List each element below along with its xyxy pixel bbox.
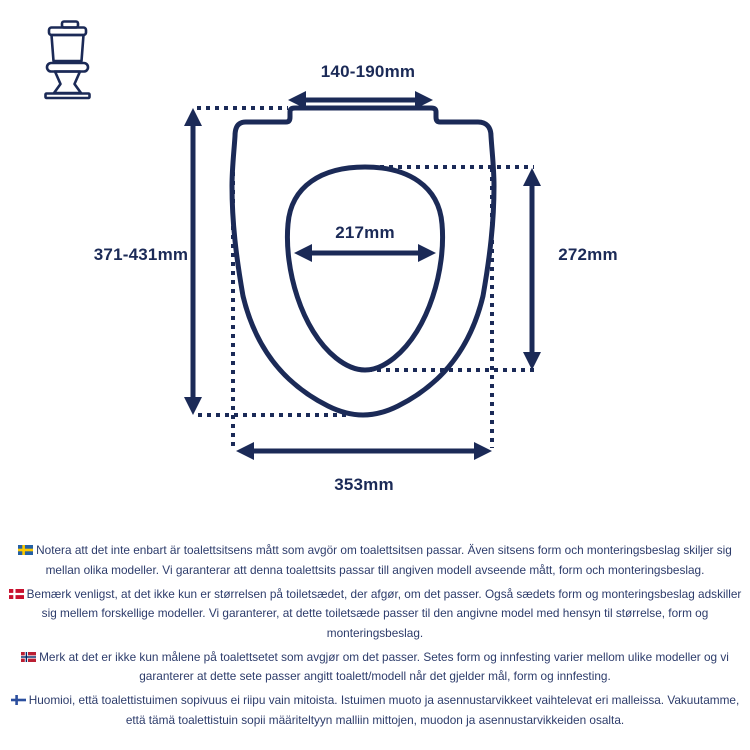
note-text-swedish: Notera att det inte enbart är toalettsitsens mått som avgör om toalettsitsen passar. Även sitsens form och monteringsbeslag skiljer sig mellan olika modeller. Vi garanterar att denna toalettsits passar till angiven modell avseende mått, form och monteringsbeslag. xyxy=(36,543,732,577)
toilet-icon xyxy=(46,22,90,99)
norway-flag-icon xyxy=(21,652,36,662)
toilet-base xyxy=(46,94,90,99)
dim-label-top-width: 140-190mm xyxy=(320,62,416,81)
note-swedish xyxy=(8,541,742,580)
note-text-norwegian: Merk at det er ikke kun målene på toalettsetet som avgjør om det passer. Setes form og innfesting varier mellom ulike modeller og vi garanterer at dette sete passer angitt toalett/modell når det gjelder mål, form og innfesting. xyxy=(39,649,729,683)
note-danish xyxy=(8,585,742,644)
sweden-flag-icon xyxy=(18,545,33,555)
dim-label-inner-length: 272mm xyxy=(558,245,618,264)
inner-width-arrow xyxy=(294,244,436,262)
toilet-tank xyxy=(52,35,84,61)
note-text-finnish: Huomioi, että toalettistuimen sopivuus ei riipu vain mitoista. Istuimen muoto ja asennustarvikkeet vaihtelevat eri malleissa. Vakuutamme, että tämä toalettistuin sopii määriteltyyn malliin mittojen, muodon ja asennustarvikkeiden osalta. xyxy=(28,693,740,727)
note-norwegian xyxy=(8,648,742,687)
denmark-flag-icon xyxy=(9,589,24,599)
dim-label-outer-width: 353mm xyxy=(334,475,394,494)
dim-label-total-length: 371-431mm xyxy=(93,245,189,264)
note-finnish xyxy=(8,691,742,730)
note-text-danish: Bemærk venligst, at det ikke kun er størrelsen på toiletsædet, der afgør, om det passer. Også sædets form og monteringsbeslag adskiller sig mellem forskellige modeller. Vi garanterer, at dette toiletsæde passer til den angivne model med hensyn til størrelse, form og monteringsbeslag. xyxy=(26,586,742,640)
outer-width-arrow xyxy=(236,442,492,460)
fitment-notes xyxy=(0,541,750,735)
seat-inner-opening-outline xyxy=(287,167,442,370)
inner-length-arrow xyxy=(523,168,541,370)
dim-label-inner-width: 217mm xyxy=(335,223,395,242)
finland-flag-icon xyxy=(11,695,26,705)
toilet-bowl xyxy=(54,72,81,94)
